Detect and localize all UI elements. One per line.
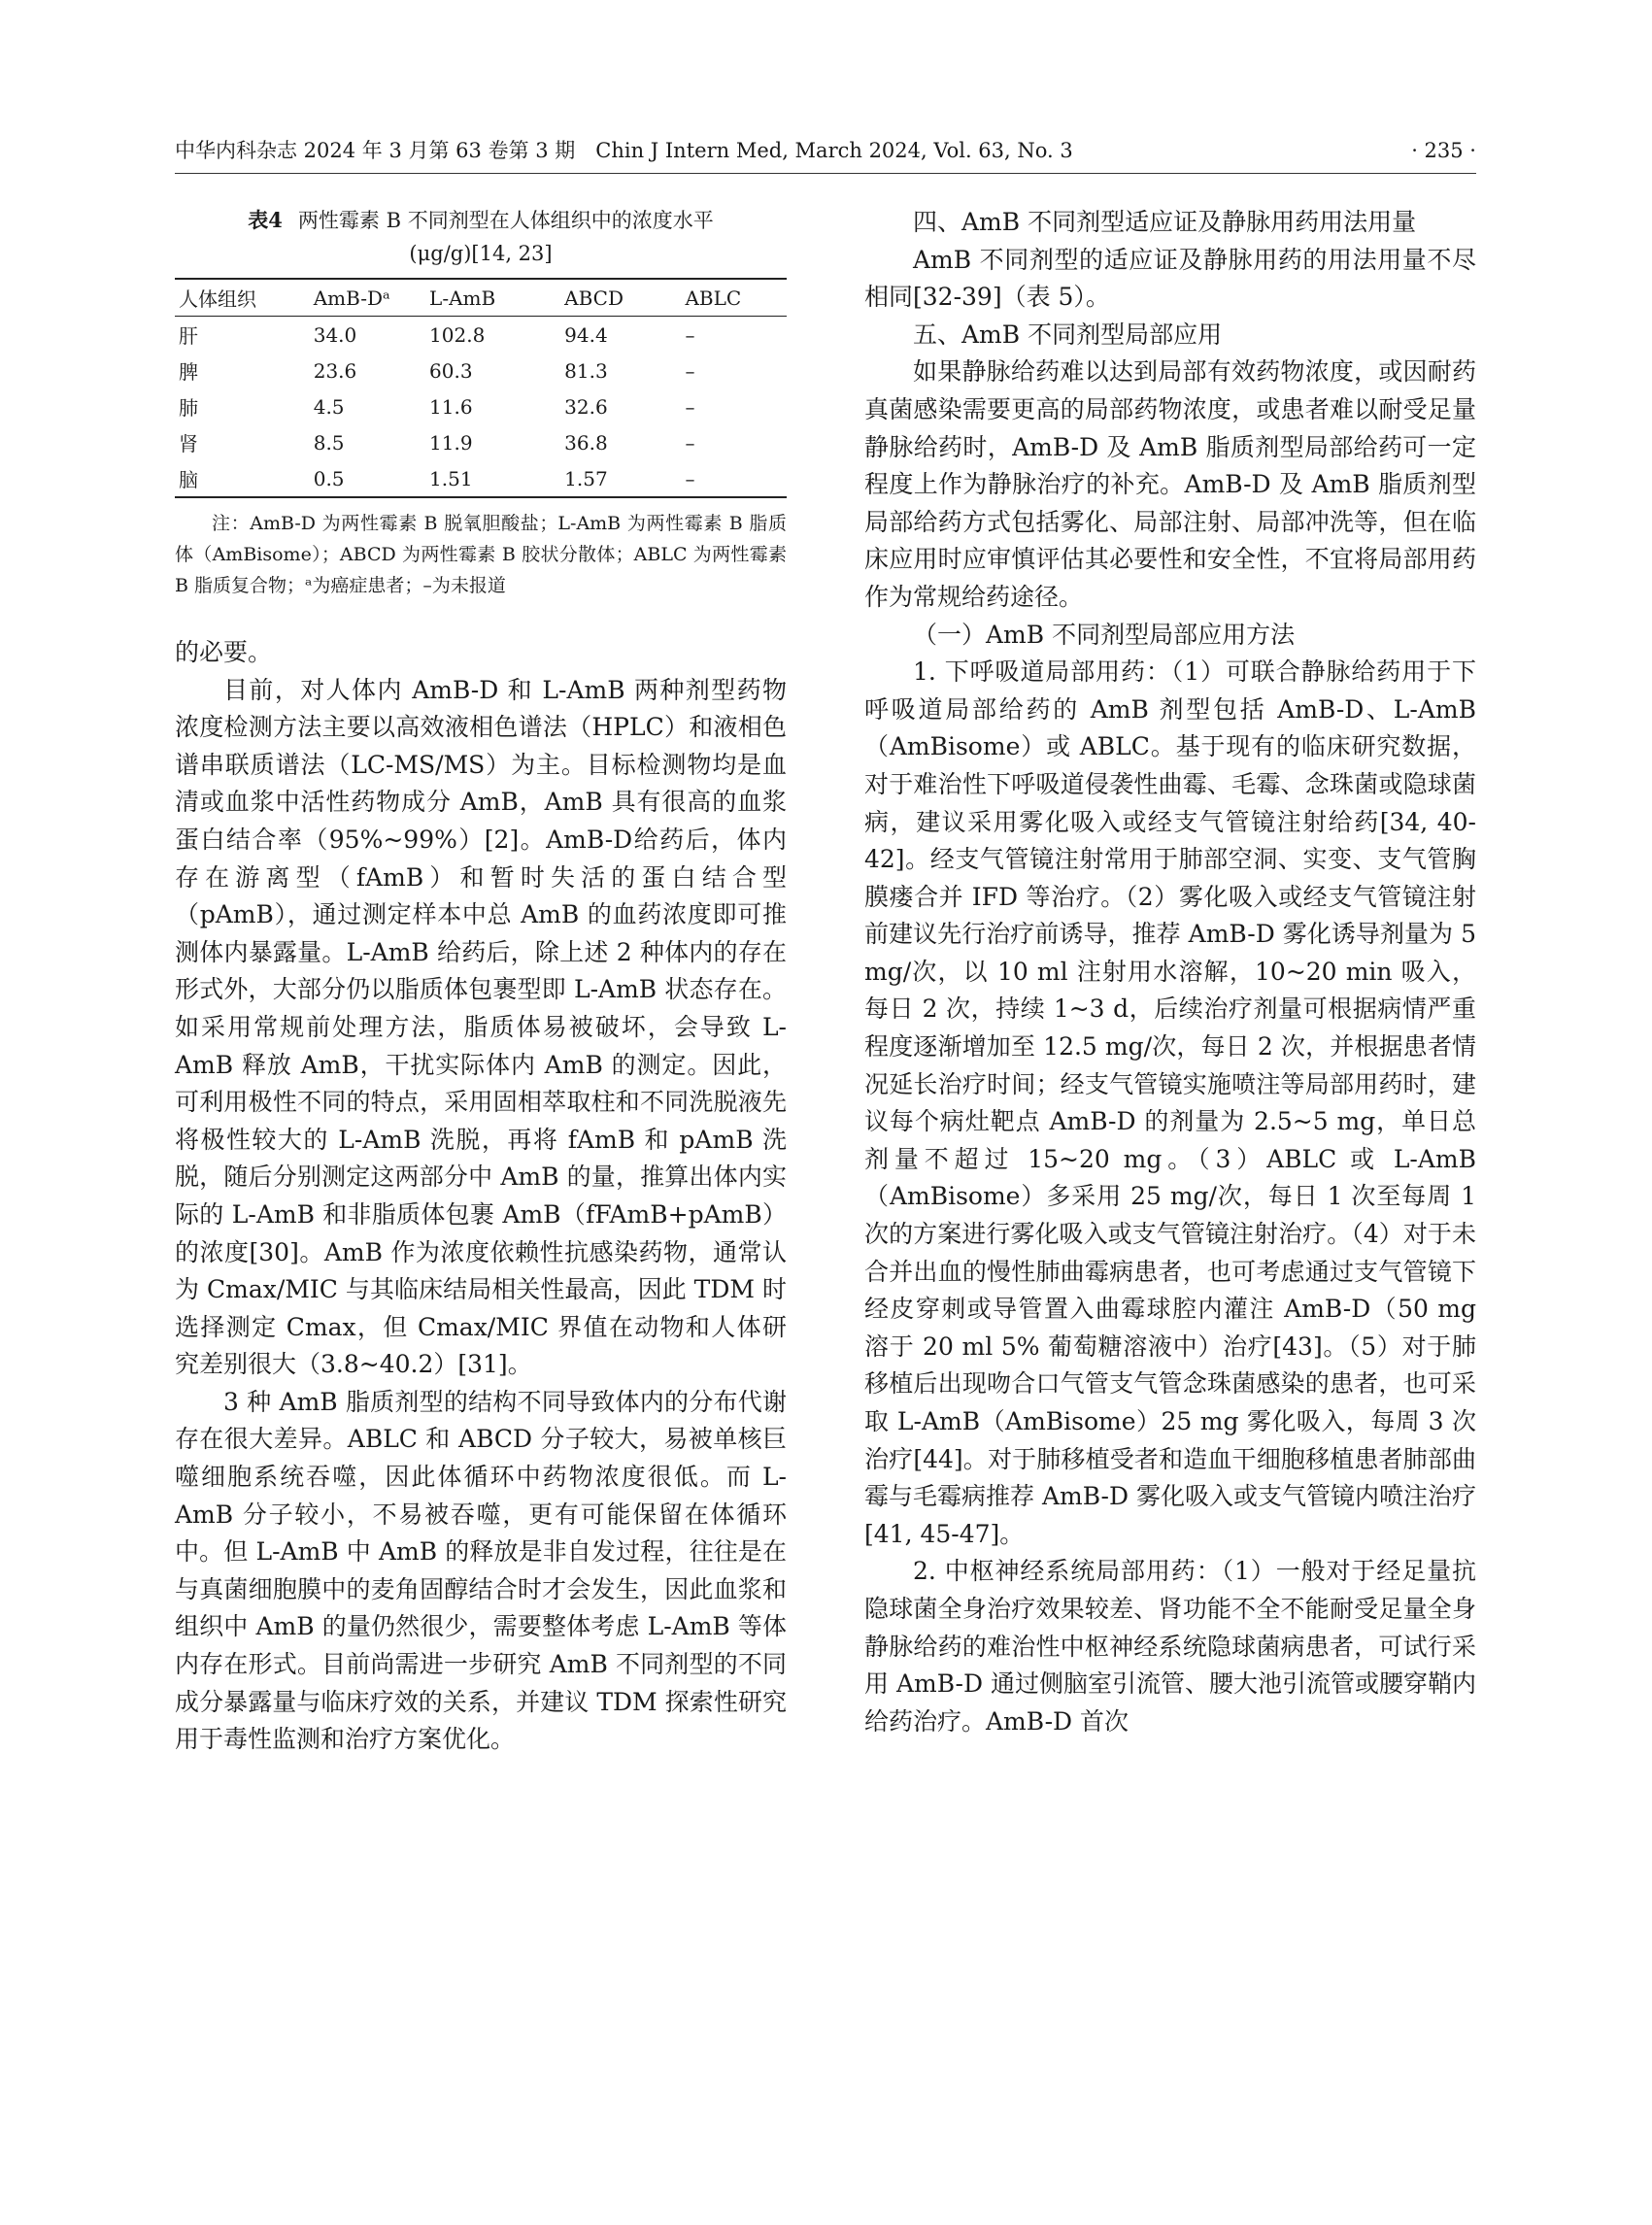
- column-header: 人体组织: [179, 287, 256, 311]
- left-body-text: [175, 634, 787, 1759]
- subsection-heading: （一）AmB 不同剂型局部应用方法: [913, 620, 1296, 649]
- table-cell: 11.6: [429, 394, 473, 419]
- table-cell: 1.57: [564, 466, 608, 490]
- section-heading: 四、AmB 不同剂型适应证及静脉用药用法用量: [913, 208, 1417, 236]
- column-header: ABLC: [685, 286, 742, 310]
- table-cell: 肝: [179, 324, 198, 348]
- table-cell: 1.51: [429, 466, 473, 490]
- table-cell: 94.4: [564, 322, 608, 347]
- table-cell: 4.5: [313, 394, 345, 419]
- table-row: [175, 353, 787, 388]
- table-unit: (μg/g)[14, 23]: [409, 242, 553, 265]
- header-rule: [175, 173, 1476, 174]
- column-header: ABCD: [564, 286, 624, 310]
- table-cell: 81.3: [564, 358, 608, 383]
- table-cell: –: [685, 394, 695, 419]
- table-cell: –: [685, 358, 695, 383]
- table-header-row: [175, 279, 787, 317]
- table-cell: 102.8: [429, 322, 486, 347]
- right-column: [864, 204, 1476, 1740]
- table-cell: –: [685, 322, 695, 347]
- table-cell: 60.3: [429, 358, 473, 383]
- table-label: 表4: [248, 208, 283, 232]
- table-row: [175, 424, 787, 460]
- left-column: [175, 204, 787, 1759]
- table-cell: –: [685, 466, 695, 490]
- table-cell: –: [685, 430, 695, 455]
- paragraph: 1. 下呼吸道局部用药：（1）可联合静脉给药用于下呼吸道局部给药的 AmB 剂型包括 AmB-D、L-AmB（AmBisome）或 ABLC。基于现有的临床研究数据，对于难治性下呼吸道侵袭性曲霉、毛霉、念珠菌或隐球菌病，建议采用雾化吸入或经支气管镜注射给药[34, 40-42]。经支气管镜注射常用于肺部空洞、实变、支气管胸膜瘘合并 IFD 等治疗。（2）雾化吸入或经支气管镜注射前建议先行治疗前诱导，推荐 AmB-D 雾化诱导剂量为 5 mg/次，以 10 ml 注射用水溶解，10~20 min 吸入，每日 2 次，持续 1~3 d，后续治疗剂量可根据病情严重程度逐渐增加至 12.5 mg/次，每日 2 次，并根据患者情况延长治疗时间；经支气管镜实施喷注等局部用药时，建议每个病灶靶点 AmB-D 的剂量为 2.5~5 mg，单日总剂量不超过 15~20 mg。（3）ABLC 或 L-AmB（AmBisome）多采用 25 mg/次，每日 1 次至每周 1 次的方案进行雾化吸入或支气管镜注射治疗。（4）对于未合并出血的慢性肺曲霉病患者，也可考虑通过支气管镜下经皮穿刺或导管置入曲霉球腔内灌注 AmB-D（50 mg 溶于 20 ml 5% 葡萄糖溶液中）治疗[43]。（5）对于肺移植后出现吻合口气管支气管念珠菌感染的患者，也可采取 L-AmB（AmBisome）25 mg 雾化吸入，每周 3 次治疗[44]。对于肺移植受者和造血干细胞移植患者肺部曲霉与毛霉病推荐 AmB-D 雾化吸入或支气管镜内喷注治疗[41, 45-47]。: [864, 657, 1476, 1548]
- table-row: [175, 317, 787, 354]
- table-cell: 脑: [179, 468, 198, 491]
- paragraph: 目前，对人体内 AmB-D 和 L-AmB 两种剂型药物浓度检测方法主要以高效液相色谱法（HPLC）和液相色谱串联质谱法（LC-MS/MS）为主。目标检测物均是血清或血浆中活性药物成分 AmB，AmB 具有很高的血浆蛋白结合率（95%~99%）[2]。AmB-D给药后，体内存在游离型（fAmB）和暂时失活的蛋白结合型（pAmB），通过测定样本中总 AmB 的血药浓度即可推测体内暴露量。L-AmB 给药后，除上述 2 种体内的存在形式外，大部分仍以脂质体包裹型即 L-AmB 状态存在。如采用常规前处理方法，脂质体易被破坏，会导致 L-AmB 释放 AmB，干扰实际体内 AmB 的测定。因此，可利用极性不同的特点，采用固相萃取柱和不同洗脱液先将极性较大的 L-AmB 洗脱，再将 fAmB 和 pAmB 洗脱，随后分别测定这两部分中 AmB 的量，推算出体内实际的 L-AmB 和非脂质体包裹 AmB（fFAmB+pAmB）的浓度[30]。AmB 作为浓度依赖性抗感染药物，通常认为 Cmax/MIC 与其临床结局相关性最高，因此 TDM 时选择测定 Cmax，但 Cmax/MIC 界值在动物和人体研究差别很大（3.8~40.2）[31]。: [175, 675, 787, 1379]
- table-cell: 0.5: [313, 466, 345, 490]
- paragraph: 3 种 AmB 脂质剂型的结构不同导致体内的分布代谢存在很大差异。ABLC 和 ABCD 分子较大，易被单核巨噬细胞系统吞噬，因此体循环中药物浓度很低。而 L-AmB 分子较小，不易被吞噬，更有可能保留在体循环中。但 L-AmB 中 AmB 的释放是非自发过程，往往是在与真菌细胞膜中的麦角固醇结合时才会发生，因此血浆和组织中 AmB 的量仍然很少，需要整体考虑 L-AmB 等体内存在形式。目前尚需进一步研究 AmB 不同剂型的不同成分暴露量与临床疗效的关系，并建议 TDM 探索性研究用于毒性监测和治疗方案优化。: [175, 1387, 787, 1754]
- table-caption: [175, 204, 787, 270]
- column-header: L-AmB: [429, 286, 496, 310]
- paragraph: 2. 中枢神经系统局部用药：（1）一般对于经足量抗隐球菌全身治疗效果较差、肾功能不全不能耐受足量全身静脉给药的难治性中枢神经系统隐球菌病患者，可试行采用 AmB-D 通过侧脑室引流管、腰大池引流管或腰穿鞘内给药治疗。AmB-D 首次: [864, 1557, 1476, 1736]
- paragraph: AmB 不同剂型的适应证及静脉用药的用法用量不尽相同[32-39]（表 5）。: [864, 245, 1476, 312]
- paragraph: 如果静脉给药难以达到局部有效药物浓度，或因耐药真菌感染需要更高的局部药物浓度，或患者难以耐受足量静脉给药时，AmB-D 及 AmB 脂质剂型局部给药可一定程度上作为静脉治疗的补充。AmB-D 及 AmB 脂质剂型局部给药方式包括雾化、局部注射、局部冲洗等，但在临床应用时应审慎评估其必要性和安全性，不宜将局部用药作为常规给药途径。: [864, 357, 1476, 611]
- table-cell: 肺: [179, 396, 198, 420]
- table-cell: 23.6: [313, 358, 357, 383]
- running-header: [175, 137, 1476, 176]
- table-cell: 36.8: [564, 430, 608, 455]
- journal-citation: 中华内科杂志 2024 年 3 月第 63 卷第 3 期 Chin J Intern Med, March 2024, Vol. 63, No. 3: [175, 139, 1073, 162]
- table-cell: 肾: [179, 432, 198, 455]
- table-cell: 脾: [179, 360, 198, 384]
- table-row: [175, 388, 787, 424]
- table-title: 两性霉素 B 不同剂型在人体组织中的浓度水平: [297, 209, 714, 232]
- page-number: · 235 ·: [1411, 139, 1476, 162]
- section-heading: 五、AmB 不同剂型局部应用: [913, 320, 1223, 349]
- paragraph: 的必要。: [175, 638, 273, 666]
- table-row: [175, 460, 787, 497]
- concentration-table: [175, 278, 787, 498]
- table-cell: 11.9: [429, 430, 473, 455]
- table-note: 注：AmB-D 为两性霉素 B 脱氧胆酸盐；L-AmB 为两性霉素 B 脂质体（AmBisome）；ABCD 为两性霉素 B 胶状分散体；ABLC 为两性霉素 B 脂质复合物；ᵃ为癌症患者；–为未报道: [175, 513, 787, 596]
- table-cell: 8.5: [313, 430, 345, 455]
- table-cell: 34.0: [313, 322, 357, 347]
- table-cell: 32.6: [564, 394, 608, 419]
- column-header: AmB-Dᵃ: [313, 286, 390, 310]
